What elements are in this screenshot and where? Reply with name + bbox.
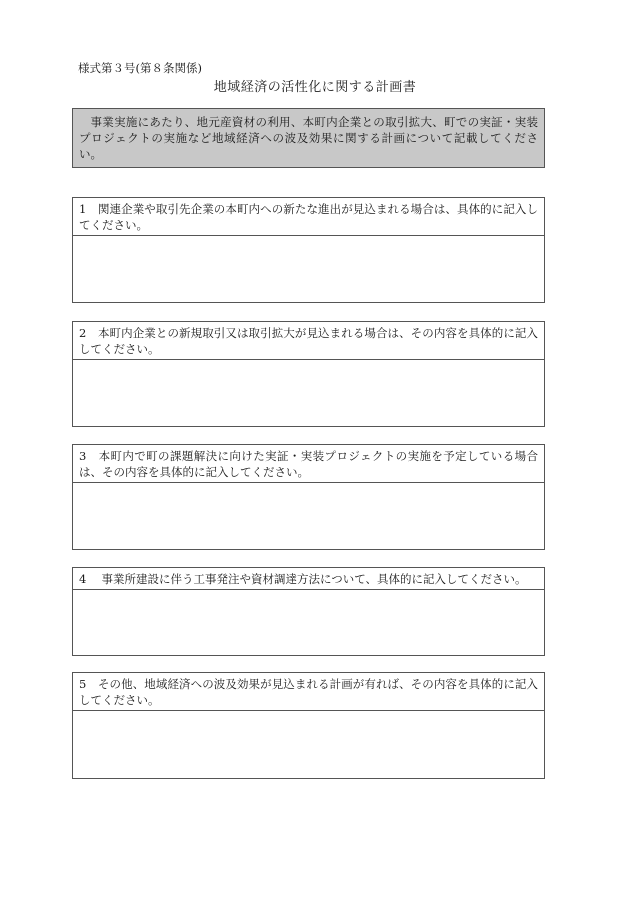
document-title: 地域経済の活性化に関する計画書 [213,80,417,95]
section-2 [72,321,545,427]
section-1 [72,197,545,303]
section-5 [72,672,545,779]
section-question: 2 本町内企業との新規取引又は取引拡大が見込まれる場合は、その内容を具体的に記入してください。 [73,322,544,360]
intro-note: 事業実施にあたり、地元産資材の利用、本町内企業との取引拡大、町での実証・実装プロジェクトの実施など地域経済への波及効果に関する計画について記載してください。 [72,108,545,168]
section-question: 4 事業所建設に伴う工事発注や資材調達方法について、具体的に記入してください。 [73,568,544,590]
answer-field[interactable] [73,236,544,304]
answer-field[interactable] [73,590,544,658]
section-question: 3 本町内で町の課題解決に向けた実証・実装プロジェクトの実施を予定している場合は、その内容を具体的に記入してください。 [73,445,544,483]
section-question: 5 その他、地域経済への波及効果が見込まれる計画が有れば、その内容を具体的に記入してください。 [73,673,544,711]
section-4 [72,567,545,656]
section-question: 1 関連企業や取引先企業の本町内への新たな進出が見込まれる場合は、具体的に記入してください。 [73,198,544,236]
form-number: 様式第３号(第８条関係) [78,61,202,75]
section-3 [72,444,545,550]
answer-field[interactable] [73,360,544,428]
answer-field[interactable] [73,483,544,551]
answer-field[interactable] [73,711,544,779]
